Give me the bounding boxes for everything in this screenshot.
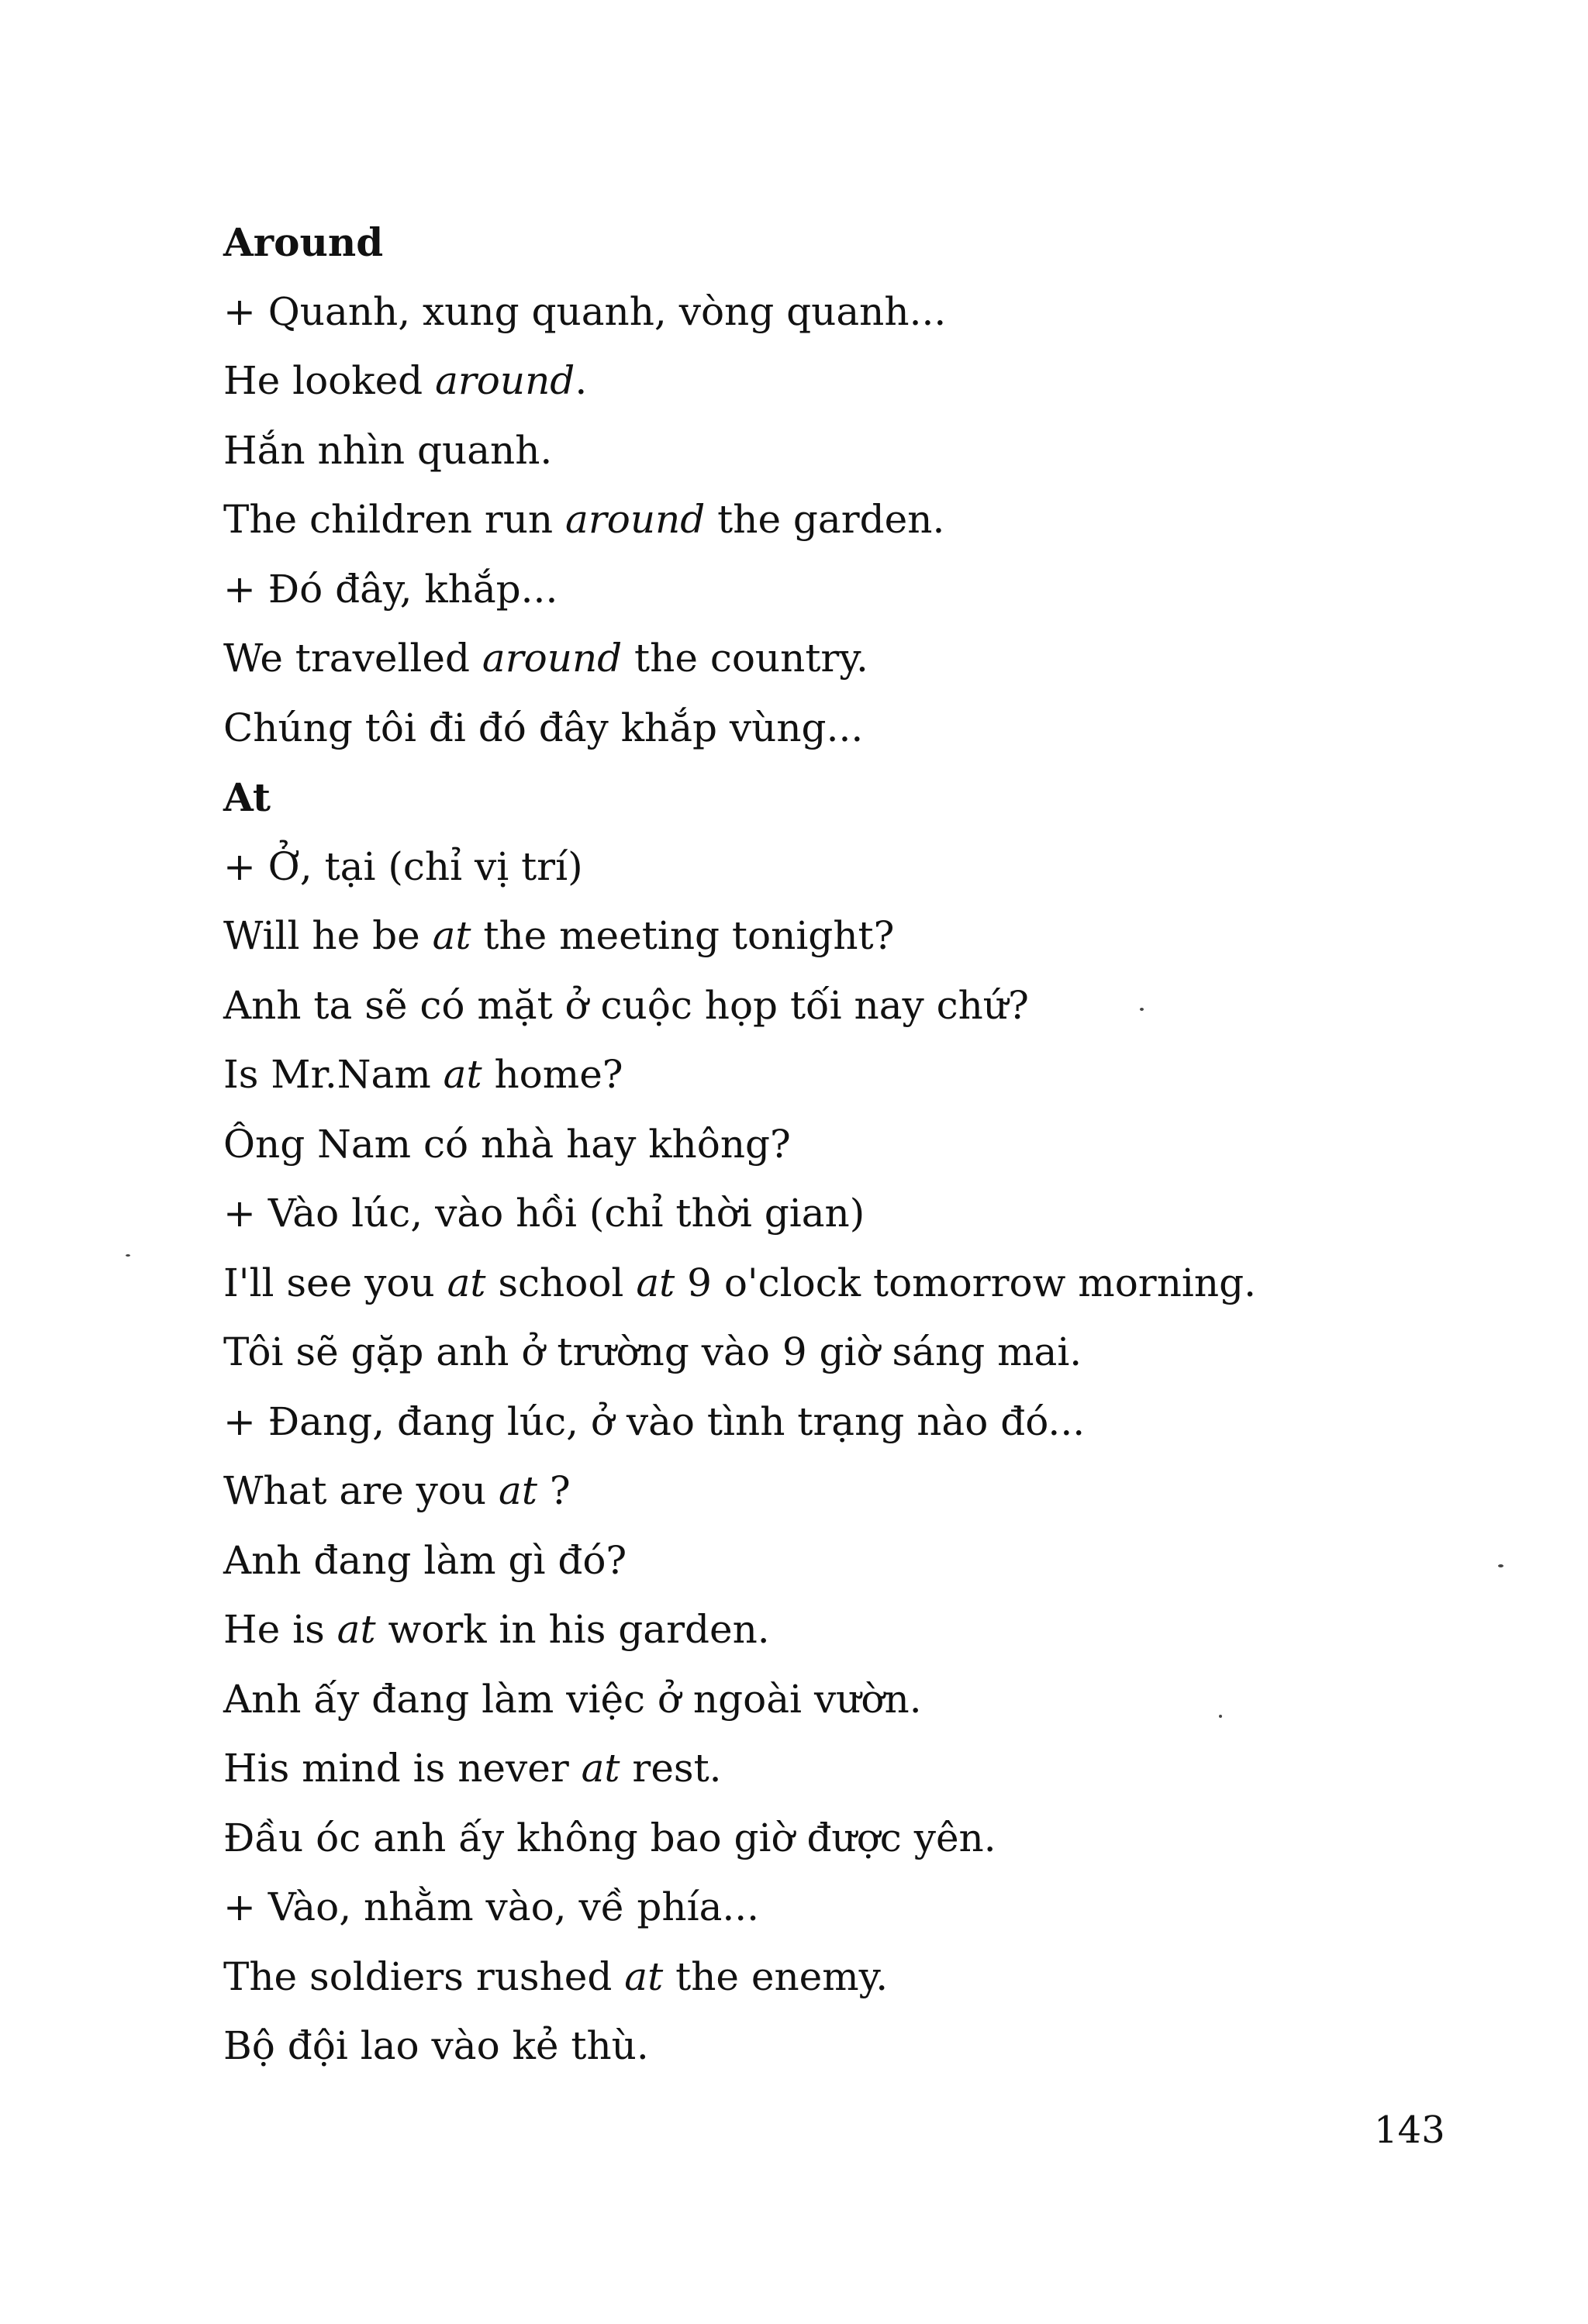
entry-line <box>223 1595 1495 1665</box>
text-run: Ông Nam có nhà hay không? <box>223 1121 791 1167</box>
entry-line <box>223 1318 1495 1388</box>
scan-speck <box>126 1254 130 1257</box>
text-run: + Đó đây, khắp... <box>223 566 558 612</box>
text-run: Tôi sẽ gặp anh ở trường vào 9 giờ sáng mai. <box>223 1329 1082 1374</box>
text-run: Bộ đội lao vào kẻ thù. <box>223 2023 649 2068</box>
text-run: rest. <box>620 1746 722 1791</box>
entry-line <box>223 1249 1495 1319</box>
text-run: home? <box>482 1052 623 1097</box>
entry-line <box>223 485 1495 555</box>
entry-line <box>223 624 1495 694</box>
entry-heading: At <box>223 774 271 820</box>
text-run: the country. <box>622 636 868 681</box>
scan-speck <box>1140 1008 1144 1011</box>
entry-line <box>223 1040 1495 1110</box>
text-run: Anh ta sẽ có mặt ở cuộc họp tối nay chứ? <box>223 982 1029 1028</box>
text-run: Đầu óc anh ấy không bao giờ được yên. <box>223 1815 996 1860</box>
scan-speck <box>1219 1715 1222 1718</box>
emphasized-word: at <box>624 1953 664 1999</box>
scan-speck <box>1498 1564 1503 1567</box>
entry-line <box>223 833 1495 902</box>
text-run: + Quanh, xung quanh, vòng quanh... <box>223 288 947 334</box>
entry-line <box>223 1526 1495 1596</box>
text-run: + Vào lúc, vào hồi (chỉ thời gian) <box>223 1191 865 1236</box>
emphasized-word: at <box>337 1607 376 1652</box>
emphasized-word: at <box>432 913 471 958</box>
text-run: His mind is never <box>223 1746 582 1791</box>
text-run: school <box>485 1260 637 1305</box>
entry-line <box>223 416 1495 486</box>
entry-line <box>223 347 1495 416</box>
entry-line <box>223 1388 1495 1457</box>
text-run: work in his garden. <box>375 1607 770 1652</box>
text-run: He is <box>223 1607 337 1652</box>
emphasized-word: around <box>482 636 623 681</box>
text-run: Hắn nhìn quanh. <box>223 427 553 473</box>
text-run: + Vào, nhằm vào, về phía... <box>223 1884 760 1929</box>
text-run: Anh ấy đang làm việc ở ngoài vườn. <box>223 1676 922 1722</box>
text-run: + Ở, tại (chỉ vị trí) <box>223 843 583 889</box>
emphasized-word: around <box>565 497 706 542</box>
text-run: Will he be <box>223 913 433 958</box>
entry-line <box>223 1734 1495 1804</box>
text-run: Is Mr.Nam <box>223 1052 444 1097</box>
dictionary-entries <box>223 208 1495 2081</box>
entry-line <box>223 1873 1495 1943</box>
text-run: the garden. <box>705 497 945 542</box>
page-number: 143 <box>1374 2108 1445 2152</box>
entry-line <box>223 2012 1495 2081</box>
entry-line <box>223 902 1495 971</box>
text-run: He looked <box>223 358 436 403</box>
emphasized-word: at <box>499 1468 537 1513</box>
entry-line <box>223 1943 1495 2012</box>
text-run: + Đang, đang lúc, ở vào tình trạng nào đó... <box>223 1398 1086 1444</box>
text-run: . <box>575 358 588 403</box>
text-run: What are you <box>223 1468 499 1513</box>
emphasized-word: at <box>636 1260 675 1305</box>
text-run: Anh đang làm gì đó? <box>223 1537 627 1583</box>
entry-line <box>223 1457 1495 1526</box>
emphasized-word: at <box>443 1052 482 1097</box>
entry-line <box>223 694 1495 764</box>
entry-line <box>223 1110 1495 1180</box>
text-run: ? <box>537 1468 571 1513</box>
entry-line <box>223 1804 1495 1874</box>
emphasized-word: around <box>435 358 575 403</box>
emphasized-word: at <box>447 1260 486 1305</box>
entry-line <box>223 278 1495 347</box>
entry-line <box>223 1179 1495 1249</box>
text-run: 9 o'clock tomorrow morning. <box>675 1260 1256 1305</box>
text-run: The children run <box>223 497 566 542</box>
text-run: The soldiers rushed <box>223 1953 625 1999</box>
text-run: the meeting tonight? <box>471 913 895 958</box>
entry-line <box>223 555 1495 625</box>
entry-line <box>223 1665 1495 1735</box>
text-run: I'll see you <box>223 1260 447 1305</box>
text-run: Chúng tôi đi đó đây khắp vùng... <box>223 705 864 750</box>
entry-heading: Around <box>223 219 384 265</box>
emphasized-word: at <box>581 1746 620 1791</box>
entry-line <box>223 971 1495 1041</box>
text-run: the enemy. <box>663 1953 889 1999</box>
text-run: We travelled <box>223 636 482 681</box>
